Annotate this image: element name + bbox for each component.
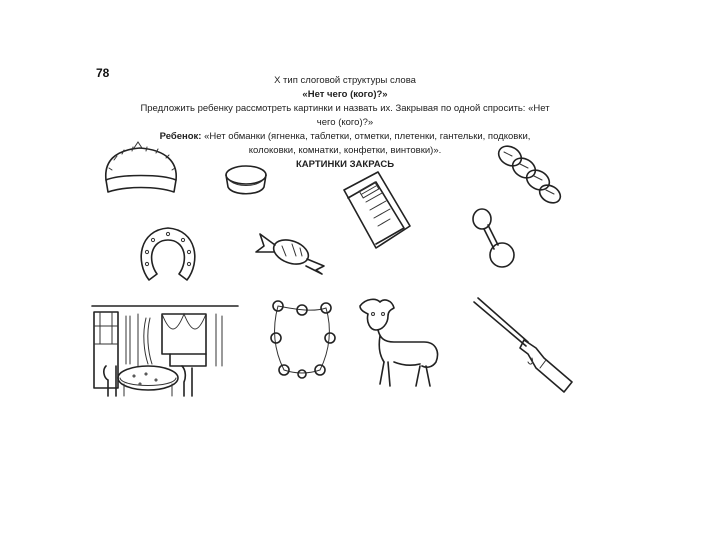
header-line-1: X тип слоговой структуры слова xyxy=(274,75,416,86)
horseshoe-icon xyxy=(135,222,201,286)
garland-icon xyxy=(268,298,338,378)
room-icon xyxy=(90,304,240,398)
header-line-6: колоковки, комнатки, конфетки, винтовки)». xyxy=(248,145,442,156)
fur-hat-icon xyxy=(100,140,182,198)
tablet-icon xyxy=(222,163,270,199)
header-line-4: чего (кого)?» xyxy=(316,117,374,128)
dumbbell-icon xyxy=(470,207,520,269)
notebook-icon xyxy=(338,168,416,254)
child-answer: «Нет обманки (ягненка, таблетки, отметки, плетенки, гантельки, подковки, xyxy=(201,131,531,142)
lamb-icon xyxy=(354,292,444,390)
header-line-2: «Нет чего (кого)?» xyxy=(302,89,388,100)
child-label: Ребенок: xyxy=(159,131,202,142)
candy-icon xyxy=(254,228,328,276)
braided-bread-icon xyxy=(494,142,566,210)
header-line-3: Предложить ребенку рассмотреть картинки и назвать их. Закрывая по одной спросить: «Нет xyxy=(140,103,550,114)
page-number: 78 xyxy=(96,66,110,80)
rifle-icon xyxy=(470,296,578,396)
header-line-7: КАРТИНКИ ЗАКРАСЬ xyxy=(295,159,395,170)
